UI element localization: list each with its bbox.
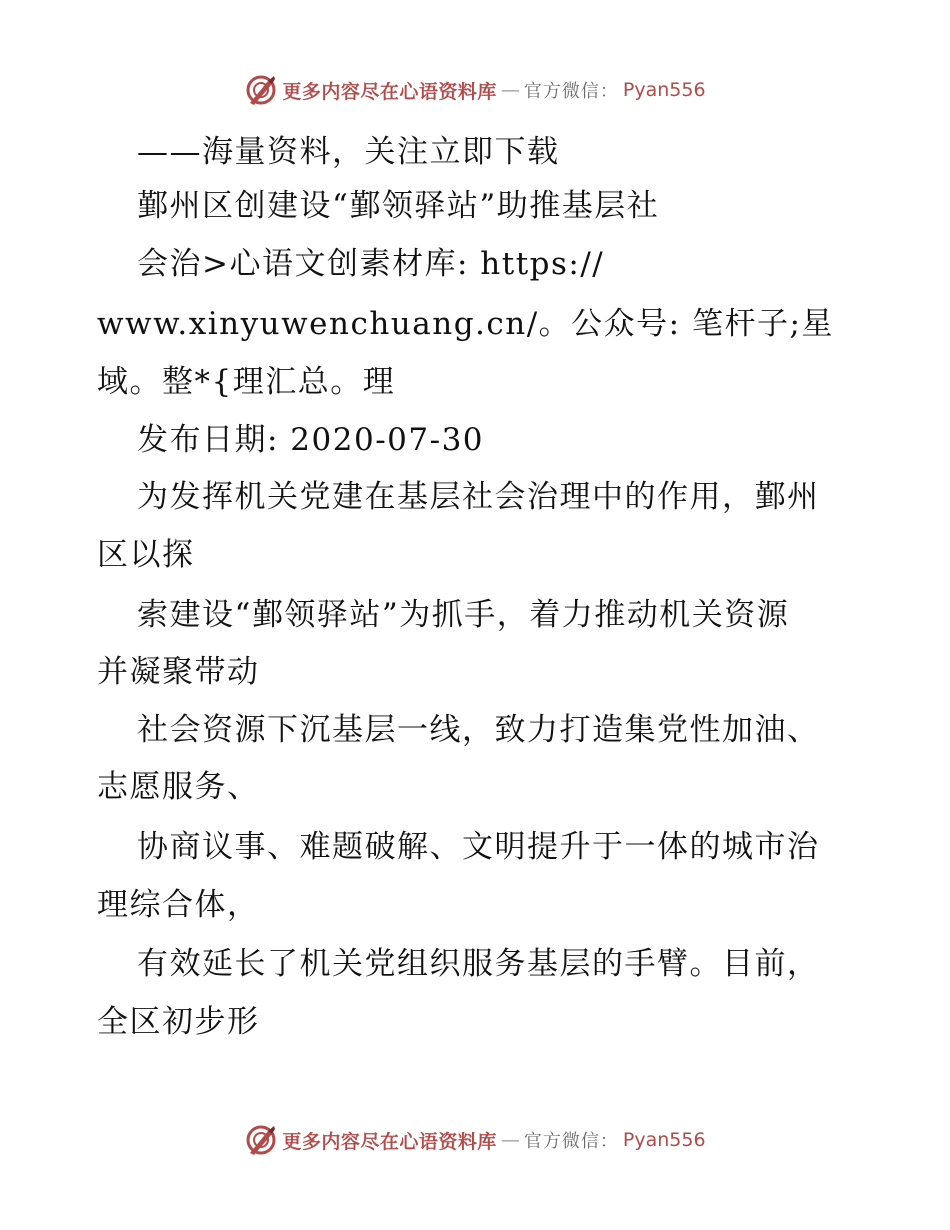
banner-wechat-label: 官方微信：	[523, 1131, 619, 1152]
text-line: 区以探	[97, 537, 195, 573]
text-line: 为发挥机关党建在基层社会治理中的作用，鄞州	[137, 479, 820, 515]
text-line: 并凝聚带动	[97, 654, 260, 690]
text-line: 社会资源下沉基层一线，致力打造集党性加油、	[137, 712, 820, 748]
text-line: 有效延长了机关党组织服务基层的手臂。目前，	[137, 946, 820, 982]
footer-banner-content	[244, 1123, 705, 1157]
banner-wechat-label: 官方微信：	[523, 81, 619, 102]
text-line: 鄞州区创建设“鄞领驿站”助推基层社	[137, 188, 660, 224]
header-banner	[0, 70, 950, 110]
text-line: 索建设“鄞领驿站”为抓手，着力推动机关资源	[137, 597, 790, 633]
text-line: 会治>心语文创素材库: https://	[137, 246, 605, 282]
banner-separator: —	[500, 79, 520, 101]
footer-banner	[0, 1120, 950, 1160]
text-line: 理综合体，	[97, 887, 260, 923]
header-banner-content	[244, 73, 705, 107]
text-line: ——海量资料，关注立即下载	[137, 134, 560, 170]
text-line: 域。整*{理汇总。理	[97, 364, 396, 400]
text-line: 协商议事、难题破解、文明提升于一体的城市治	[137, 829, 820, 865]
pen-logo-icon	[244, 1123, 278, 1157]
text-line: www.xinyuwenchuang.cn/。公众号: 笔杆子;星	[97, 306, 834, 342]
pen-logo-icon	[244, 73, 278, 107]
text-line: 全区初步形	[97, 1004, 260, 1040]
text-line: 志愿服务、	[97, 769, 260, 805]
banner-title: 更多内容尽在心语资料库	[282, 1130, 497, 1153]
text-line: 发布日期: 2020-07-30	[137, 422, 485, 458]
banner-wechat-handle: Pyan556	[622, 79, 706, 101]
banner-title: 更多内容尽在心语资料库	[282, 80, 497, 103]
banner-wechat-handle: Pyan556	[622, 1129, 706, 1151]
banner-separator: —	[500, 1129, 520, 1151]
